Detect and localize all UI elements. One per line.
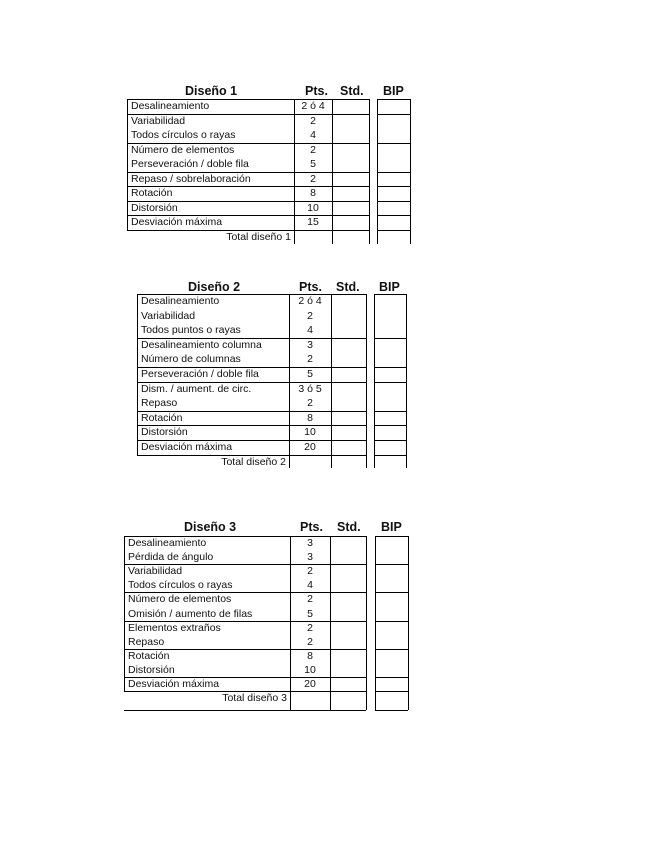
criterion-points: 15 xyxy=(307,216,319,228)
criterion-points: 2 xyxy=(310,172,316,185)
table-rule xyxy=(290,536,291,710)
table-title: Diseño 3 xyxy=(184,520,237,534)
criterion-points: 3 ó 5 xyxy=(298,382,322,395)
criterion-points: 3 xyxy=(307,551,313,564)
criterion-points: 5 xyxy=(310,158,316,170)
criterion-label: Número de elementos xyxy=(131,143,235,156)
table-rule xyxy=(408,536,409,710)
table-title: Diseño 2 xyxy=(188,280,241,294)
table-rule xyxy=(375,621,408,622)
criterion-label: Desalineamiento xyxy=(131,100,210,112)
table-rule xyxy=(330,536,331,710)
criterion-label: Elementos extraños xyxy=(128,621,221,634)
table-rule xyxy=(375,677,408,678)
criterion-label: Dism. / aument. de circ. xyxy=(141,382,252,395)
points-column-header: Pts. xyxy=(305,84,328,98)
criterion-points: 2 xyxy=(307,621,313,634)
std-column-header: Std. xyxy=(337,520,361,534)
table-rule xyxy=(366,536,367,710)
bip-column-header: BIP xyxy=(379,280,400,294)
criterion-label: Perseveración / doble fila xyxy=(131,158,249,170)
criterion-label: Desviación máxima xyxy=(131,216,223,228)
criterion-points: 2 xyxy=(307,593,313,606)
table-rule xyxy=(375,536,408,537)
table-rule xyxy=(375,536,376,710)
table-rule xyxy=(375,649,408,650)
table-title: Diseño 1 xyxy=(185,84,238,98)
criterion-points: 10 xyxy=(304,426,316,439)
criterion-label: Pérdida de ángulo xyxy=(128,551,214,564)
criterion-label: Repaso / sobrelaboración xyxy=(131,172,251,185)
criterion-points: 2 xyxy=(310,114,316,127)
total-label: Total diseño 3 xyxy=(222,692,287,705)
criterion-points: 2 xyxy=(307,353,313,366)
criterion-points: 2 xyxy=(307,565,313,578)
criterion-points: 3 xyxy=(307,537,313,549)
criterion-points: 4 xyxy=(307,579,313,592)
criterion-label: Repaso xyxy=(128,635,165,648)
table-rule xyxy=(375,710,408,711)
std-column-header: Std. xyxy=(336,280,360,294)
criterion-points: 2 xyxy=(307,397,313,410)
criterion-label: Todos círculos o rayas xyxy=(131,129,236,141)
criterion-label: Todos círculos o rayas xyxy=(128,579,233,592)
table-rule xyxy=(375,592,408,593)
criterion-label: Variabilidad xyxy=(131,114,186,127)
criterion-points: 3 xyxy=(307,338,313,351)
total-label: Total diseño 1 xyxy=(226,230,291,243)
table-rule xyxy=(124,710,366,711)
criterion-points: 10 xyxy=(304,663,316,676)
bip-column-header: BIP xyxy=(381,520,402,534)
criterion-label: Perseveración / doble fila xyxy=(141,368,259,380)
table-rule xyxy=(375,691,408,692)
criterion-points: 2 ó 4 xyxy=(298,295,322,307)
criterion-points: 2 xyxy=(307,309,313,322)
criterion-points: 2 xyxy=(310,143,316,156)
criterion-label: Desalineamiento columna xyxy=(141,338,262,351)
criterion-label: Desviación máxima xyxy=(128,678,220,690)
table-rule xyxy=(375,564,408,565)
criterion-label: Omisión / aumento de filas xyxy=(128,607,253,620)
criterion-points: 4 xyxy=(307,324,313,337)
points-column-header: Pts. xyxy=(299,280,322,294)
criterion-label: Número de elementos xyxy=(128,593,232,606)
criterion-points: 4 xyxy=(310,129,316,141)
criterion-points: 8 xyxy=(310,187,316,199)
criterion-label: Desalineamiento xyxy=(128,537,207,549)
criterion-label: Rotación xyxy=(131,187,173,199)
criterion-label: Variabilidad xyxy=(128,565,183,578)
criterion-label: Distorsión xyxy=(141,426,188,439)
bip-column-header: BIP xyxy=(383,84,404,98)
criterion-label: Desalineamiento xyxy=(141,295,220,307)
criterion-label: Distorsión xyxy=(128,663,175,676)
criterion-points: 2 xyxy=(307,635,313,648)
criterion-points: 2 ó 4 xyxy=(301,100,325,112)
criterion-label: Repaso xyxy=(141,397,178,410)
criterion-label: Distorsión xyxy=(131,201,178,214)
criterion-points: 20 xyxy=(304,678,316,690)
table-rule xyxy=(124,536,125,691)
criterion-points: 8 xyxy=(307,411,313,424)
criterion-points: 5 xyxy=(307,368,313,380)
criterion-points: 5 xyxy=(307,607,313,620)
criterion-points: 8 xyxy=(307,649,313,662)
total-label: Total diseño 2 xyxy=(221,455,286,468)
criterion-label: Rotación xyxy=(128,649,170,662)
criterion-label: Desviación máxima xyxy=(141,441,233,453)
std-column-header: Std. xyxy=(340,84,364,98)
criterion-points: 10 xyxy=(307,201,319,214)
criterion-points: 20 xyxy=(304,441,316,453)
criterion-label: Todos puntos o rayas xyxy=(141,324,241,337)
criterion-label: Variabilidad xyxy=(141,309,196,322)
criterion-label: Rotación xyxy=(141,411,183,424)
points-column-header: Pts. xyxy=(300,520,323,534)
criterion-label: Número de columnas xyxy=(141,353,241,366)
